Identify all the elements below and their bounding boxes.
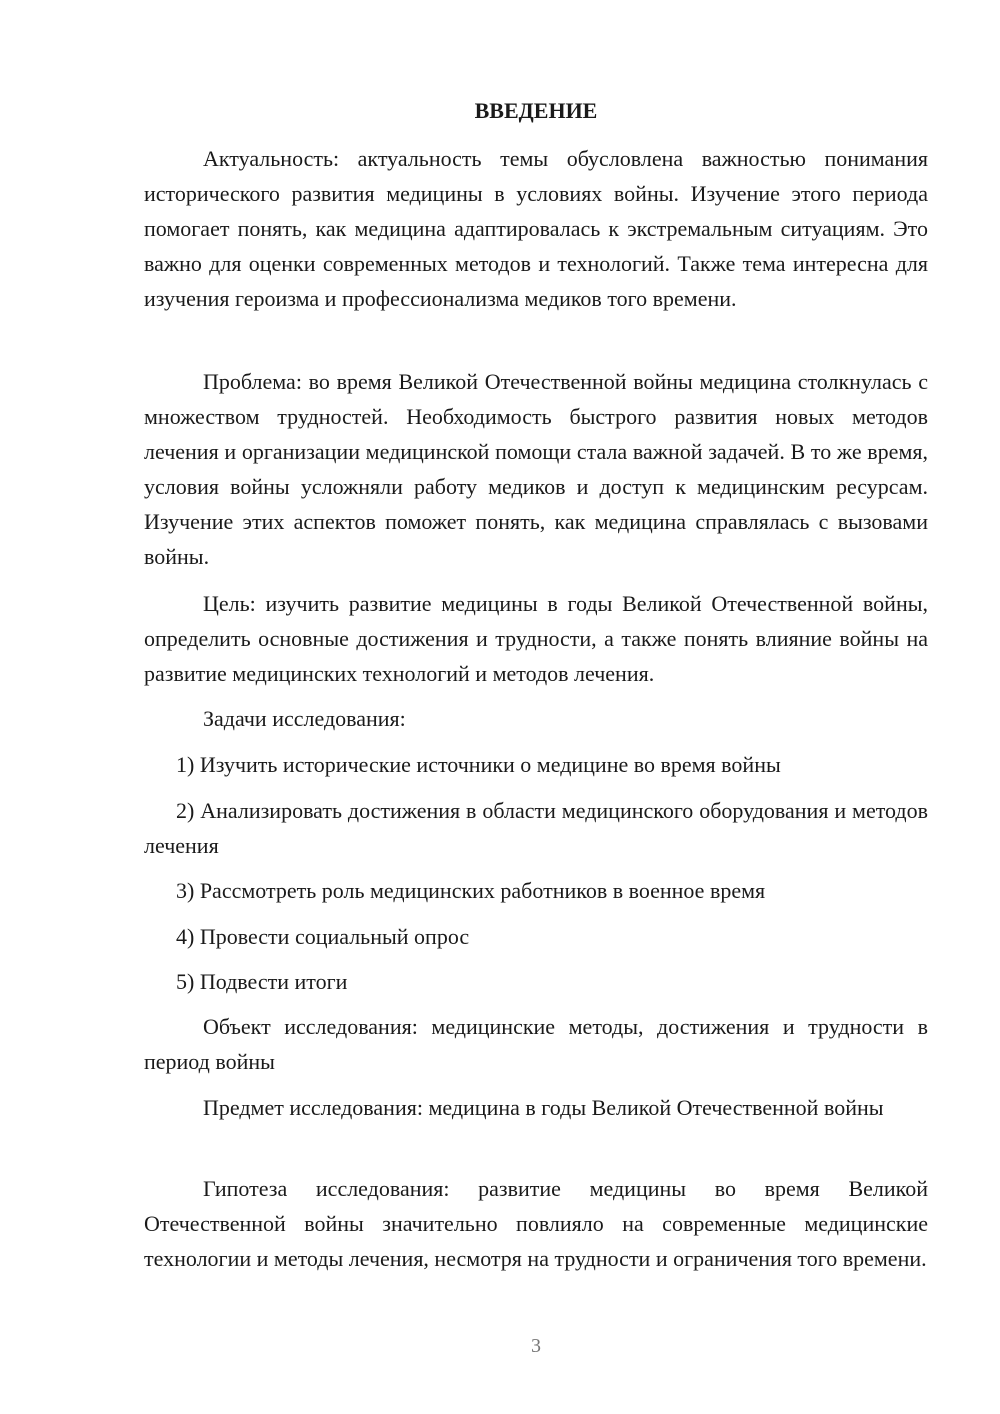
page-title: ВВЕДЕНИЕ (474, 98, 598, 123)
task-item-5: 5) Подвести итоги (176, 969, 348, 994)
paragraph-hypothesis: Гипотеза исследования: развитие медицины во время Великой Отечественной войны значительно повлияло на современные медицинские технологии и методы лечения, несмотря на трудности и ограничения того времени. (144, 1176, 928, 1271)
paragraph-subject: Предмет исследования: медицина в годы Великой Отечественной войны (203, 1095, 884, 1120)
task-item-4: 4) Провести социальный опрос (176, 924, 470, 949)
tasks-heading: Задачи исследования: (203, 706, 406, 731)
page-number: 3 (531, 1335, 541, 1357)
paragraph-relevance: Актуальность: актуальность темы обусловлена важностью понимания исторического развития медицины в условиях войны. Изучение этого периода помогает понять, как медицина адаптировалась к экстремальным ситуациям. Это важно для оценки современных методов и технологий. Также тема интересна для изучения героизма и профессионализма медиков того времени. (144, 146, 928, 311)
paragraph-object: Объект исследования: медицинские методы, достижения и трудности в период войны (144, 1014, 928, 1074)
task-item-1: 1) Изучить исторические источники о медицине во время войны (176, 752, 781, 777)
paragraph-goal: Цель: изучить развитие медицины в годы Великой Отечественной войны, определить основные достижения и трудности, а также понять влияние войны на развитие медицинских технологий и методов лечения. (144, 591, 928, 686)
paragraph-problem: Проблема: во время Великой Отечественной войны медицина столкнулась с множеством трудностей. Необходимость быстрого развития новых методов лечения и организации медицинской помощи стала важной задачей. В то же время, условия войны усложняли работу медиков и доступ к медицинским ресурсам. Изучение этих аспектов поможет понять, как медицина справлялась с вызовами войны. (144, 369, 928, 569)
task-item-3: 3) Рассмотреть роль медицинских работников в военное время (176, 878, 766, 903)
task-item-2: 2) Анализировать достижения в области медицинского оборудования и методов лечения (144, 798, 928, 858)
